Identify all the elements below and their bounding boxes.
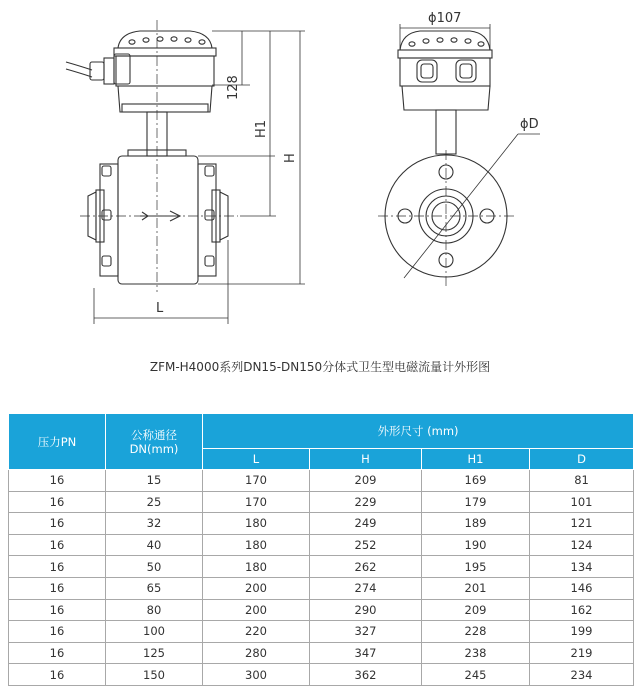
cell-l: 200 [203, 599, 310, 621]
cell-h: 274 [310, 577, 422, 599]
header-dn-line2: DN(mm) [129, 441, 179, 456]
cell-h1: 179 [422, 491, 530, 513]
header-h: H [310, 449, 422, 470]
cell-pn: 16 [9, 621, 106, 643]
cell-l: 180 [203, 534, 310, 556]
cell-d: 81 [530, 470, 634, 492]
cell-pn: 16 [9, 491, 106, 513]
header-nominal-diameter [106, 414, 203, 470]
table-row [9, 664, 634, 686]
cell-dn: 65 [106, 577, 203, 599]
header-d: D [530, 449, 634, 470]
cap-vent-holes [129, 37, 205, 44]
cell-dn: 80 [106, 599, 203, 621]
cell-l: 280 [203, 642, 310, 664]
cell-dn: 32 [106, 513, 203, 535]
dim-h1-label: H1 [254, 119, 269, 138]
cell-d: 101 [530, 491, 634, 513]
cell-dn: 125 [106, 642, 203, 664]
cell-d: 162 [530, 599, 634, 621]
cell-h: 327 [310, 621, 422, 643]
cell-h: 252 [310, 534, 422, 556]
dimension-table [8, 413, 634, 686]
table-row [9, 599, 634, 621]
side-view [378, 31, 514, 286]
cell-l: 220 [203, 621, 310, 643]
header-pressure: 压力PN [9, 414, 106, 470]
header-h1: H1 [422, 449, 530, 470]
cell-h: 249 [310, 513, 422, 535]
cell-l: 300 [203, 664, 310, 686]
table-row [9, 577, 634, 599]
cell-d: 121 [530, 513, 634, 535]
cell-h: 229 [310, 491, 422, 513]
cell-h1: 228 [422, 621, 530, 643]
cell-pn: 16 [9, 642, 106, 664]
dim-h-label: H [283, 153, 298, 163]
cell-dn: 150 [106, 664, 203, 686]
cell-h: 362 [310, 664, 422, 686]
cell-l: 180 [203, 556, 310, 578]
figure-caption: ZFM-H4000系列DN15-DN150分体式卫生型电磁流量计外形图 [149, 360, 491, 374]
cell-dn: 40 [106, 534, 203, 556]
front-dimensions [94, 31, 305, 324]
cell-h: 262 [310, 556, 422, 578]
cell-l: 180 [203, 513, 310, 535]
cell-l: 170 [203, 470, 310, 492]
cell-d: 219 [530, 642, 634, 664]
cell-h1: 245 [422, 664, 530, 686]
dim-128-label: 128 [226, 75, 241, 100]
cell-h1: 201 [422, 577, 530, 599]
cell-h: 209 [310, 470, 422, 492]
cell-h1: 190 [422, 534, 530, 556]
cell-pn: 16 [9, 513, 106, 535]
cell-d: 234 [530, 664, 634, 686]
side-dimensions [400, 24, 540, 278]
cell-d: 199 [530, 621, 634, 643]
cell-h: 347 [310, 642, 422, 664]
cell-pn: 16 [9, 470, 106, 492]
table-row [9, 513, 634, 535]
cell-l: 170 [203, 491, 310, 513]
cell-h1: 189 [422, 513, 530, 535]
table-row [9, 556, 634, 578]
cell-d: 124 [530, 534, 634, 556]
cell-pn: 16 [9, 534, 106, 556]
cell-h1: 169 [422, 470, 530, 492]
outline-drawing [0, 0, 640, 340]
header-dimensions: 外形尺寸 (mm) [203, 414, 634, 449]
dim-d107-label: ϕ107 [428, 11, 462, 26]
table-row [9, 642, 634, 664]
cell-d: 134 [530, 556, 634, 578]
cell-pn: 16 [9, 556, 106, 578]
cell-h1: 195 [422, 556, 530, 578]
header-l: L [203, 449, 310, 470]
cell-h1: 238 [422, 642, 530, 664]
header-dn-line1: 公称通径 [131, 427, 177, 442]
dim-phid-label: ϕD [520, 117, 539, 132]
cell-pn: 16 [9, 577, 106, 599]
cell-h: 290 [310, 599, 422, 621]
cell-d: 146 [530, 577, 634, 599]
cell-pn: 16 [9, 664, 106, 686]
table-row [9, 470, 634, 492]
cell-l: 200 [203, 577, 310, 599]
cell-dn: 100 [106, 621, 203, 643]
cell-h1: 209 [422, 599, 530, 621]
table-row [9, 621, 634, 643]
table-row [9, 491, 634, 513]
cell-dn: 25 [106, 491, 203, 513]
table-row [9, 534, 634, 556]
dim-l-label: L [156, 301, 164, 316]
cell-pn: 16 [9, 599, 106, 621]
cell-dn: 50 [106, 556, 203, 578]
cell-dn: 15 [106, 470, 203, 492]
